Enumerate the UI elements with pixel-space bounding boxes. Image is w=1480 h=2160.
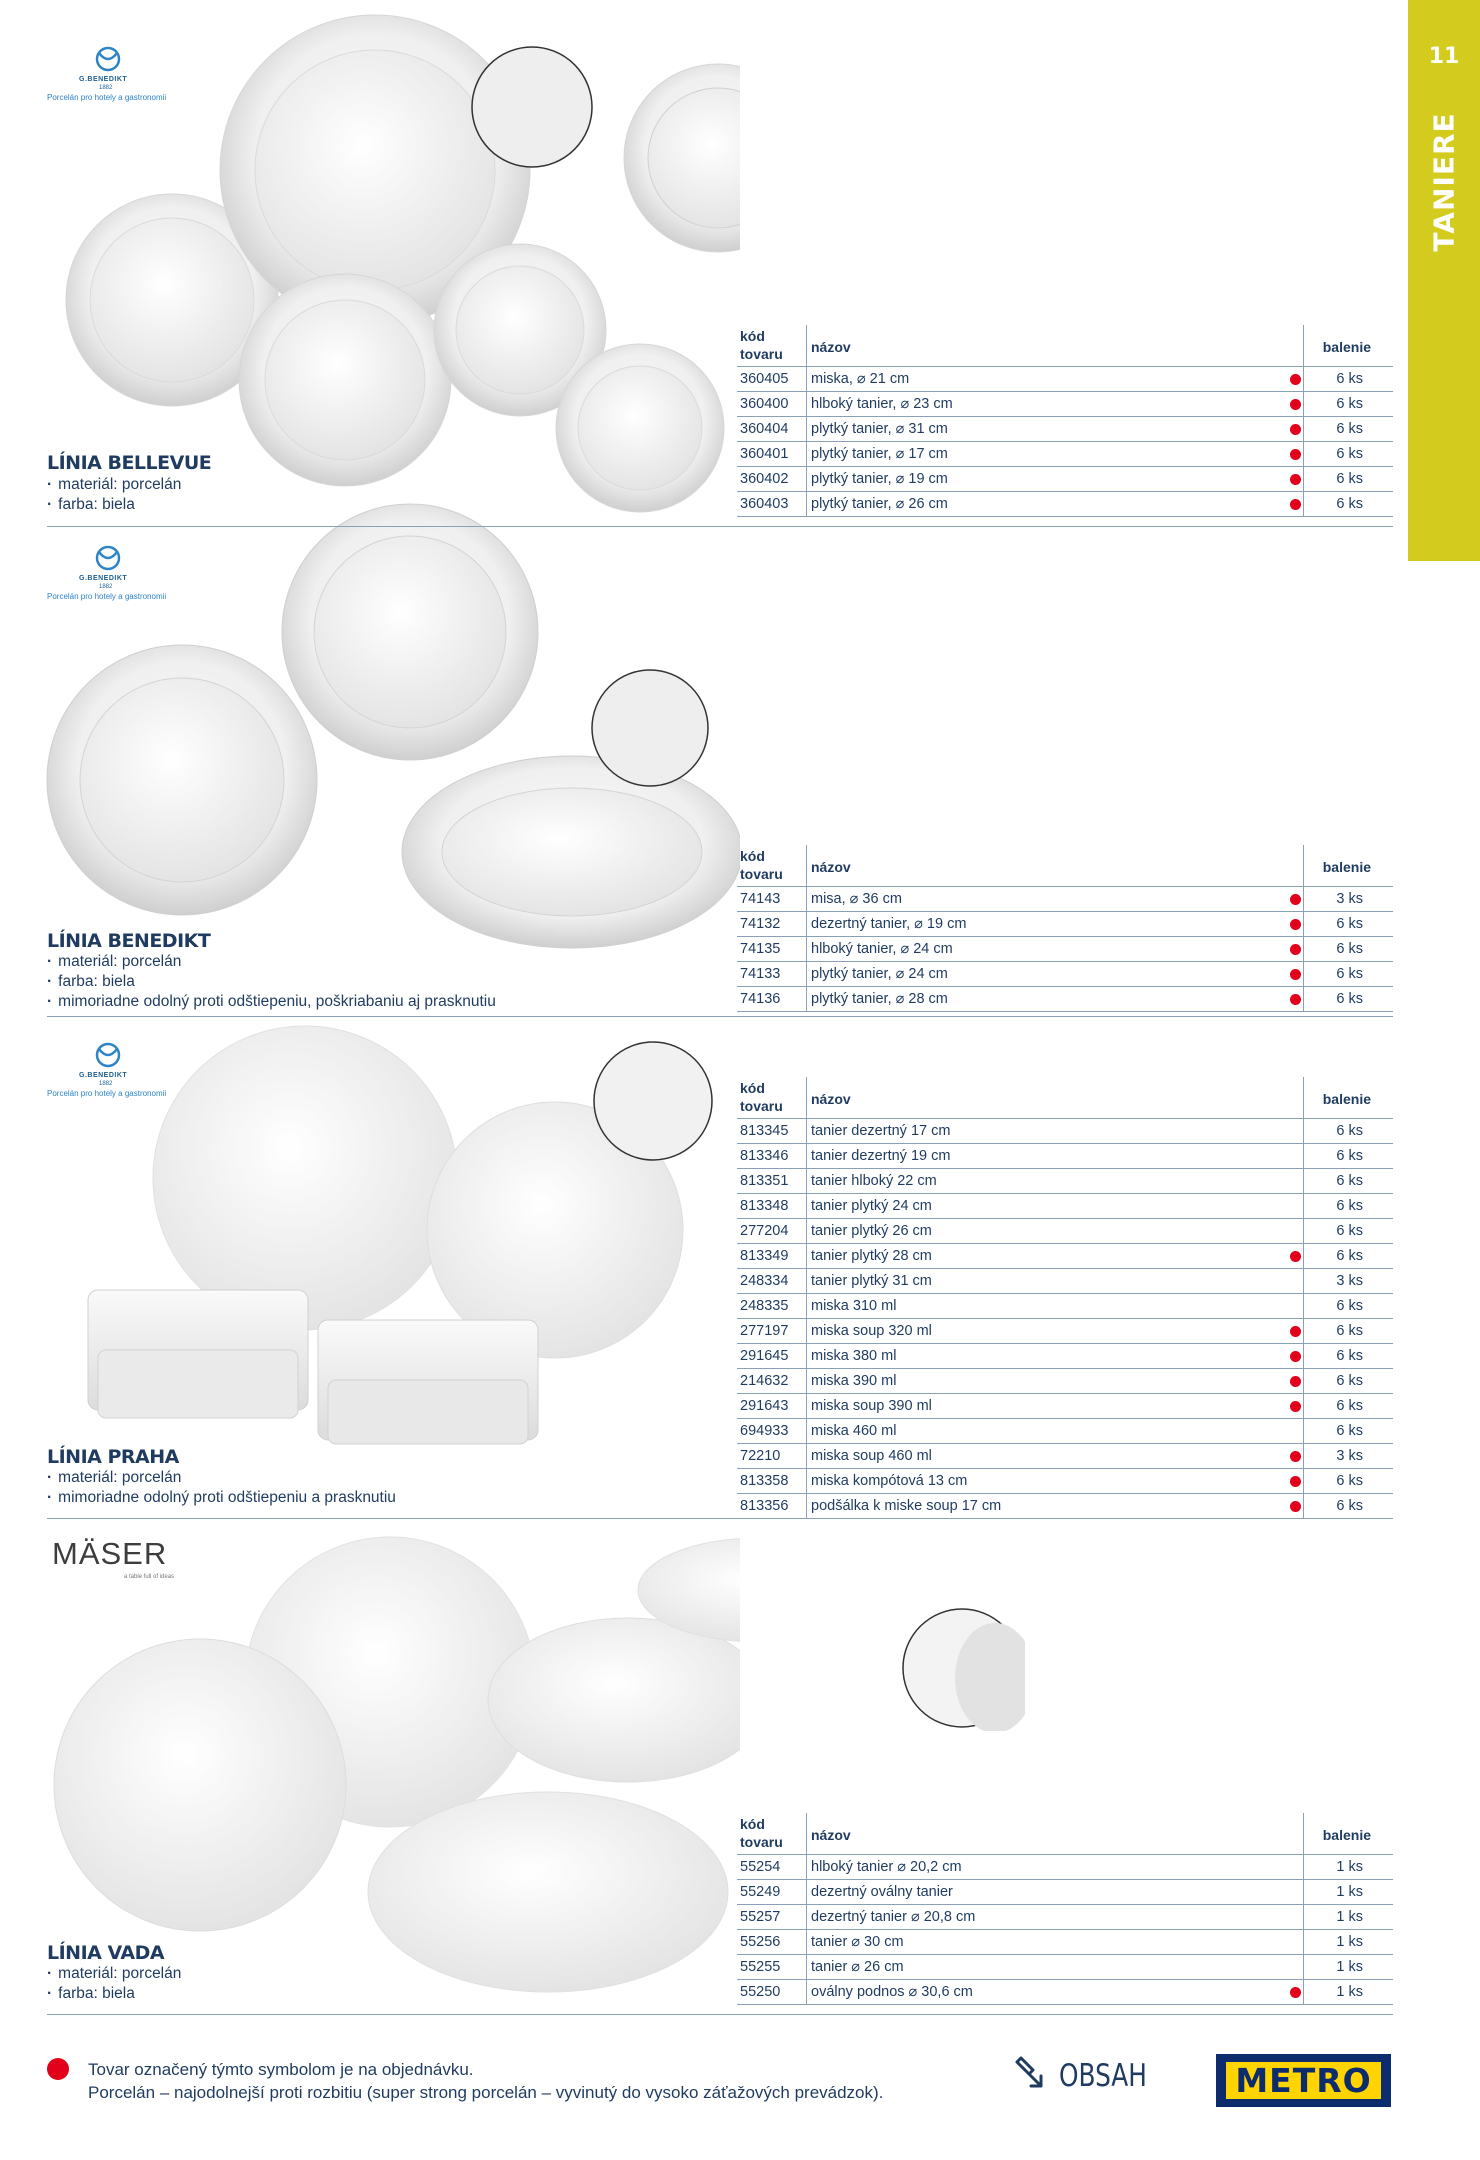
order-dot-icon — [1290, 994, 1301, 1005]
product-name: tanier dezertný 17 cm — [811, 1123, 951, 1139]
table-row — [737, 1269, 1393, 1294]
product-name: oválny podnos ⌀ 30,6 cm — [811, 1984, 973, 2000]
product-code: 291645 — [740, 1348, 789, 1364]
section-title: LÍNIA PRAHA — [47, 1446, 179, 1468]
product-table — [737, 1077, 1393, 1519]
section-tab-label: TANIERE — [1427, 112, 1461, 252]
product-code: 74136 — [740, 991, 781, 1007]
table-row — [737, 1119, 1393, 1144]
column-header-code: kód tovaru — [740, 1816, 783, 1850]
obsah-label: OBSAH — [1059, 2058, 1147, 2094]
product-code: 360401 — [740, 446, 789, 462]
order-dot-icon — [1290, 374, 1301, 385]
section-divider — [47, 1518, 1393, 1519]
product-code: 360402 — [740, 471, 789, 487]
footer-note: Tovar označený týmto symbolom je na objednávku. — [88, 2060, 474, 2079]
praha-plates-photo — [88, 1026, 712, 1444]
product-pack: 6 ks — [1336, 1398, 1363, 1414]
product-pack: 6 ks — [1336, 1498, 1363, 1514]
product-pack: 6 ks — [1336, 1298, 1363, 1314]
product-code: 813356 — [740, 1498, 789, 1514]
vada-plates-photo — [54, 1537, 740, 1992]
product-pack: 1 ks — [1336, 1884, 1363, 1900]
maser-tagline: a table full of ideas — [124, 1574, 175, 1580]
product-name: hlboký tanier, ⌀ 23 cm — [811, 396, 953, 412]
product-code: 55256 — [740, 1934, 781, 1950]
product-pack: 6 ks — [1336, 1198, 1363, 1214]
order-dot-icon — [1290, 424, 1301, 435]
product-code: 74132 — [740, 916, 781, 932]
table-row — [737, 1169, 1393, 1194]
product-name: tanier plytký 31 cm — [811, 1273, 932, 1289]
order-dot-icon — [1290, 894, 1301, 905]
product-code: 55249 — [740, 1884, 781, 1900]
column-header-code: kód tovaru — [740, 328, 783, 362]
product-pack: 6 ks — [1336, 916, 1363, 932]
product-pack: 6 ks — [1336, 1348, 1363, 1364]
product-code: 55255 — [740, 1959, 781, 1975]
table-row — [737, 1980, 1393, 2005]
product-pack: 6 ks — [1336, 1223, 1363, 1239]
order-dot-icon — [1290, 1501, 1301, 1512]
table-header — [737, 1813, 1393, 1855]
feature-item: · materiál: porcelán — [47, 1965, 181, 1983]
order-dot-icon — [1290, 1987, 1301, 1998]
section-title: LÍNIA BENEDIKT — [47, 930, 211, 952]
feature-item: · farba: biela — [47, 496, 135, 514]
product-code: 291643 — [740, 1398, 789, 1414]
product-code: 214632 — [740, 1373, 789, 1389]
product-code: 248335 — [740, 1298, 789, 1314]
product-code: 74133 — [740, 966, 781, 982]
section-divider — [47, 1016, 1393, 1017]
section-divider — [47, 526, 1393, 527]
table-row — [737, 1144, 1393, 1169]
feature-item: · mimoriadne odolný proti odštiepeniu a prasknutiu — [47, 1489, 396, 1507]
order-dot-icon — [1290, 399, 1301, 410]
product-name: dezertný oválny tanier — [811, 1884, 953, 1900]
table-row — [737, 1905, 1393, 1930]
product-pack: 6 ks — [1336, 1123, 1363, 1139]
product-pack: 1 ks — [1336, 1909, 1363, 1925]
product-name: misa, ⌀ 36 cm — [811, 891, 902, 907]
order-dot-icon — [1290, 499, 1301, 510]
product-name: tanier ⌀ 26 cm — [811, 1959, 904, 1975]
product-pack: 3 ks — [1336, 1448, 1363, 1464]
footer-note: Porcelán – najodolnejší proti rozbitiu (super strong porcelán – vyvinutý do vysoko záťažových prevádzok). — [88, 2083, 884, 2102]
product-code: 813348 — [740, 1198, 789, 1214]
table-row — [737, 1219, 1393, 1244]
product-pack: 6 ks — [1336, 396, 1363, 412]
table-row — [737, 962, 1393, 987]
product-code: 813349 — [740, 1248, 789, 1264]
table-row — [737, 1244, 1393, 1269]
table-row — [737, 887, 1393, 912]
product-pack: 6 ks — [1336, 966, 1363, 982]
feature-item: · materiál: porcelán — [47, 476, 181, 494]
order-dot-icon — [1290, 449, 1301, 460]
table-row — [737, 1930, 1393, 1955]
table-row — [737, 367, 1393, 392]
product-code: 813345 — [740, 1123, 789, 1139]
column-header-name: názov — [811, 339, 851, 355]
product-name: tanier plytký 28 cm — [811, 1248, 932, 1264]
table-row — [737, 1444, 1393, 1469]
section-title: LÍNIA BELLEVUE — [47, 452, 212, 474]
page-number: 11 — [1428, 44, 1460, 69]
order-dot-icon — [1290, 919, 1301, 930]
order-dot-icon — [1290, 1351, 1301, 1362]
table-row — [737, 1394, 1393, 1419]
product-name: tanier ⌀ 30 cm — [811, 1934, 904, 1950]
product-name: plytký tanier, ⌀ 31 cm — [811, 421, 948, 437]
product-pack: 6 ks — [1336, 471, 1363, 487]
product-name: hlboký tanier ⌀ 20,2 cm — [811, 1859, 962, 1875]
product-code: 813358 — [740, 1473, 789, 1489]
product-pack: 1 ks — [1336, 1934, 1363, 1950]
bellevue-plates-photo — [66, 15, 740, 512]
product-code: 360405 — [740, 371, 789, 387]
benedikt-logo-icon — [91, 45, 125, 75]
product-name: plytký tanier, ⌀ 19 cm — [811, 471, 948, 487]
product-code: 813346 — [740, 1148, 789, 1164]
order-dot-icon — [1290, 969, 1301, 980]
product-name: podšálka k miske soup 17 cm — [811, 1498, 1002, 1514]
column-header-pack: balenie — [1322, 1827, 1371, 1843]
product-pack: 6 ks — [1336, 1373, 1363, 1389]
table-row — [737, 1194, 1393, 1219]
product-pack: 6 ks — [1336, 496, 1363, 512]
order-dot-icon — [1290, 474, 1301, 485]
order-dot-icon — [1290, 944, 1301, 955]
column-header-pack: balenie — [1322, 859, 1371, 875]
benedikt-plates-photo — [47, 504, 740, 948]
product-code: 74135 — [740, 941, 781, 957]
product-pack: 3 ks — [1336, 891, 1363, 907]
feature-item: · materiál: porcelán — [47, 953, 181, 971]
product-code: 694933 — [740, 1423, 789, 1439]
column-header-pack: balenie — [1322, 1091, 1371, 1107]
vada-detail-photo — [900, 1606, 1025, 1731]
product-code: 55254 — [740, 1859, 781, 1875]
benedikt-logo-icon — [91, 544, 125, 574]
product-code: 277197 — [740, 1323, 789, 1339]
product-pack: 6 ks — [1336, 1148, 1363, 1164]
product-name: plytký tanier, ⌀ 17 cm — [811, 446, 948, 462]
product-pack: 6 ks — [1336, 1173, 1363, 1189]
section-divider — [47, 2014, 1393, 2015]
product-code: 55250 — [740, 1984, 781, 2000]
table-row — [737, 467, 1393, 492]
product-table — [737, 845, 1393, 1012]
product-code: 248334 — [740, 1273, 789, 1289]
table-row — [737, 1855, 1393, 1880]
table-row — [737, 417, 1393, 442]
order-dot-icon — [1290, 1376, 1301, 1387]
product-name: hlboký tanier, ⌀ 24 cm — [811, 941, 953, 957]
product-pack: 1 ks — [1336, 1959, 1363, 1975]
product-table — [737, 1813, 1393, 2005]
order-dot-icon — [1290, 1476, 1301, 1487]
product-name: miska 310 ml — [811, 1298, 897, 1314]
table-row — [737, 1294, 1393, 1319]
order-dot-icon — [1290, 1326, 1301, 1337]
product-name: miska kompótová 13 cm — [811, 1473, 968, 1489]
order-symbol-dot — [47, 2058, 69, 2080]
product-name: dezertný tanier, ⌀ 19 cm — [811, 916, 967, 932]
product-name: plytký tanier, ⌀ 28 cm — [811, 991, 948, 1007]
order-dot-icon — [1290, 1401, 1301, 1412]
back-arrow-icon — [1015, 2054, 1055, 2096]
column-header-pack: balenie — [1322, 339, 1371, 355]
product-name: miska 460 ml — [811, 1423, 897, 1439]
product-name: tanier hlboký 22 cm — [811, 1173, 937, 1189]
product-pack: 6 ks — [1336, 941, 1363, 957]
table-header — [737, 845, 1393, 887]
feature-item: · farba: biela — [47, 1985, 135, 2003]
table-row — [737, 987, 1393, 1012]
product-name: miska 390 ml — [811, 1373, 897, 1389]
product-name: plytký tanier, ⌀ 24 cm — [811, 966, 948, 982]
product-name: tanier dezertný 19 cm — [811, 1148, 951, 1164]
maser-logo: MÄSER — [52, 1536, 168, 1571]
table-row — [737, 912, 1393, 937]
product-name: miska soup 460 ml — [811, 1448, 932, 1464]
product-code: 360400 — [740, 396, 789, 412]
product-name: miska 380 ml — [811, 1348, 897, 1364]
product-table — [737, 325, 1393, 517]
product-photos — [0, 0, 740, 2040]
feature-item: · materiál: porcelán — [47, 1469, 181, 1487]
section-title: LÍNIA VADA — [47, 1942, 165, 1964]
product-name: miska soup 320 ml — [811, 1323, 932, 1339]
feature-item: · mimoriadne odolný proti odštiepeniu, poškriabaniu aj prasknutiu — [47, 993, 496, 1011]
column-header-code: kód tovaru — [740, 1080, 783, 1114]
table-row — [737, 1494, 1393, 1519]
product-code: 55257 — [740, 1909, 781, 1925]
product-name: tanier plytký 24 cm — [811, 1198, 932, 1214]
product-code: 360403 — [740, 496, 789, 512]
column-header-name: názov — [811, 1091, 851, 1107]
order-dot-icon — [1290, 1251, 1301, 1262]
table-row — [737, 1344, 1393, 1369]
table-row — [737, 1469, 1393, 1494]
table-row — [737, 937, 1393, 962]
product-code: 72210 — [740, 1448, 781, 1464]
product-name: dezertný tanier ⌀ 20,8 cm — [811, 1909, 976, 1925]
product-code: 360404 — [740, 421, 789, 437]
column-header-name: názov — [811, 1827, 851, 1843]
product-pack: 6 ks — [1336, 421, 1363, 437]
table-row — [737, 1369, 1393, 1394]
table-row — [737, 1419, 1393, 1444]
product-pack: 1 ks — [1336, 1984, 1363, 2000]
product-pack: 6 ks — [1336, 1473, 1363, 1489]
product-pack: 6 ks — [1336, 1323, 1363, 1339]
order-dot-icon — [1290, 1451, 1301, 1462]
product-code: 813351 — [740, 1173, 789, 1189]
product-code: 74143 — [740, 891, 781, 907]
product-pack: 3 ks — [1336, 1273, 1363, 1289]
metro-logo — [1216, 2054, 1391, 2107]
table-header — [737, 325, 1393, 367]
product-pack: 6 ks — [1336, 446, 1363, 462]
table-row — [737, 492, 1393, 517]
product-pack: 6 ks — [1336, 1248, 1363, 1264]
table-header — [737, 1077, 1393, 1119]
product-name: plytký tanier, ⌀ 26 cm — [811, 496, 948, 512]
product-name: miska, ⌀ 21 cm — [811, 371, 910, 387]
feature-item: · farba: biela — [47, 973, 135, 991]
column-header-code: kód tovaru — [740, 848, 783, 882]
column-header-name: názov — [811, 859, 851, 875]
product-pack: 1 ks — [1336, 1859, 1363, 1875]
metro-logo-text: METRO — [1235, 2061, 1372, 2100]
product-name: miska soup 390 ml — [811, 1398, 932, 1414]
table-row — [737, 442, 1393, 467]
table-row — [737, 1880, 1393, 1905]
product-pack: 6 ks — [1336, 991, 1363, 1007]
benedikt-logo-icon — [91, 1041, 125, 1071]
table-row — [737, 392, 1393, 417]
product-code: 277204 — [740, 1223, 789, 1239]
table-row — [737, 1319, 1393, 1344]
product-pack: 6 ks — [1336, 1423, 1363, 1439]
product-pack: 6 ks — [1336, 371, 1363, 387]
section-tab — [1408, 0, 1480, 561]
product-name: tanier plytký 26 cm — [811, 1223, 932, 1239]
table-row — [737, 1955, 1393, 1980]
